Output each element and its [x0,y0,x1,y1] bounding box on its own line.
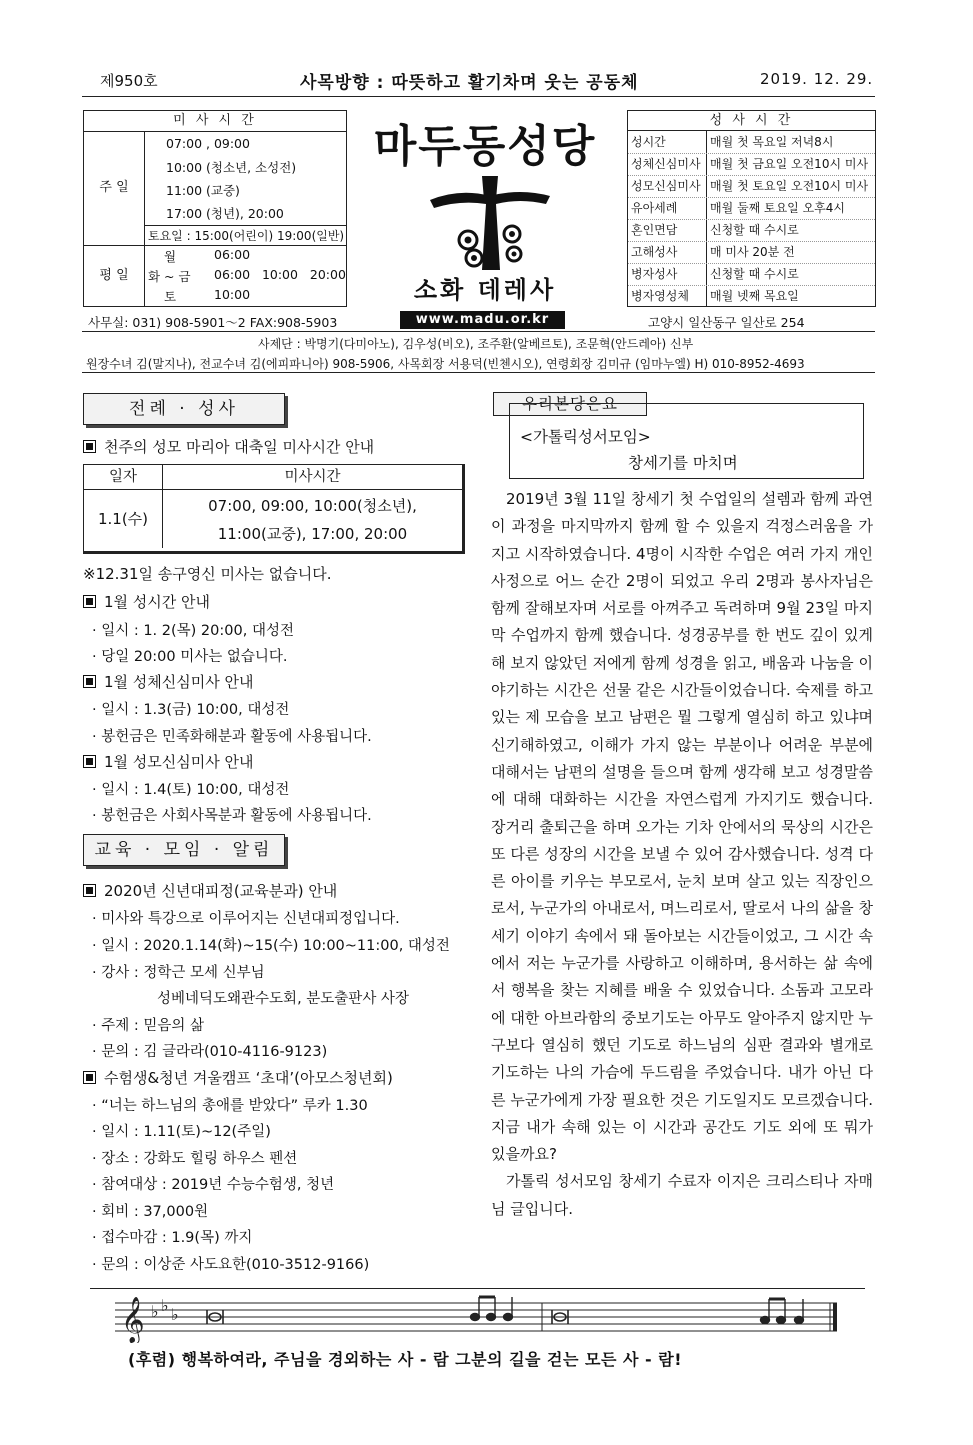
cross-rose-icon [420,170,560,280]
flat-icon: ♭ [151,1302,159,1321]
sacrament-row-divider [628,219,875,220]
treble-clef-icon: 𝄞 [121,1297,145,1343]
article-body [491,486,873,1223]
sacrament-row-divider [628,241,875,242]
sacrament-schedule: 매월 넷째 목요일 [710,289,799,303]
liturgy-item1-heading [83,436,374,457]
education-item2-heading [83,1067,393,1088]
liturgy-item2-line1: · 일시 : 1. 2(목) 20:00, 대성전 [92,623,294,639]
sacrament-row-divider [628,285,875,286]
liturgy-item1-title: 천주의 성모 마리아 대축일 미사시간 안내 [104,438,375,456]
sacraments-title: 성 사 시 간 [628,111,875,131]
music-staff [115,1293,840,1343]
liturgy-note: ※12.31일 송구영신 미사는 없습니다. [83,565,332,583]
sacrament-name: 고해성사 [631,245,678,259]
office-contact: 사무실: 031) 908-5901～2 FAX:908-5903 [88,315,338,330]
liturgy-section-title: 전례 · 성사 [83,393,285,425]
weekday-day-3: 토 [164,289,177,304]
education-item2-line2: · 일시 : 1.11(토)~12(주일) [92,1124,271,1140]
weekday-day-2: 화 ~ 금 [148,269,191,284]
mass-times-box [83,110,347,307]
sacrament-row-divider [628,263,875,264]
liturgy-item4-line2: · 봉헌금은 사회사목분과 활동에 사용됩니다. [92,808,372,824]
education-item1-line5: · 주제 : 믿음의 삶 [92,1018,204,1034]
contact-divider [82,331,875,332]
patron-saint: 소화 데레사 [413,276,557,304]
sacraments-box [627,110,876,307]
square-bullet-icon [83,1071,96,1084]
sacrament-schedule: 매 미사 20분 전 [710,245,795,259]
education-item1-line6: · 문의 : 김 글라라(010-4116-9123) [92,1044,328,1060]
table-date: 1.1(수) [84,490,163,548]
sunday-time-4: 17:00 (청년), 20:00 [166,206,284,221]
education-item1-line1: · 미사와 특강으로 이루어지는 신년대피정입니다. [92,911,400,927]
table-head-times: 미사시간 [163,465,462,490]
sacrament-name: 성시간 [631,135,666,149]
square-bullet-icon [83,440,96,453]
square-bullet-icon [83,595,96,608]
sunday-time-3: 11:00 (교중) [166,183,240,198]
liturgy-item3-line1: · 일시 : 1.3(금) 10:00, 대성전 [92,702,290,718]
sacrament-name: 혼인면담 [631,223,678,237]
sacrament-schedule: 매월 첫 토요일 오전10시 미사 [710,179,869,193]
staff-divider [82,372,875,373]
saturday-times: 토요일 : 15:00(어린이) 19:00(일반) [148,229,345,243]
priests-list: 사제단 : 박명기(다미아노), 김우성(비오), 조주환(알베르토), 조문혁(안드레아) 신부 [258,337,694,351]
square-bullet-icon [83,884,96,897]
education-item1-heading [83,880,337,901]
sunday-label: 주 일 [84,131,145,245]
sacrament-name: 성체신심미사 [631,157,701,171]
education-item2-line4: · 참여대상 : 2019년 수능수험생, 청년 [92,1177,335,1193]
sacrament-row-divider [628,197,875,198]
sacrament-row-divider [628,153,875,154]
education-item2-line5: · 회비 : 37,000원 [92,1204,209,1220]
new-year-mass-table [83,464,465,554]
education-item1-line3: · 강사 : 정학근 모세 신부님 [92,965,265,981]
weekday-day-1: 월 [164,249,177,264]
sacrament-name: 유아세례 [631,201,678,215]
education-item2-line6: · 접수마감 : 1.9(목) 까지 [92,1230,253,1246]
liturgy-item2-heading [83,591,210,612]
education-item2-title: 수험생&청년 겨울캠프 ‘초대’(아모스청년회) [104,1069,393,1087]
article-closing: 가톨릭 성서모임 창세기 수료자 이지은 크리스티나 자매님 글입니다. [491,1172,873,1218]
liturgy-item4-line1: · 일시 : 1.4(토) 10:00, 대성전 [92,782,290,798]
sacrament-schedule: 신청할 때 수시로 [710,223,799,237]
weekday-times-3: 10:00 [214,287,251,302]
liturgy-item4-heading [83,751,254,772]
issue-date: 2019. 12. 29. [760,70,874,88]
sunday-time-2: 10:00 (청소년, 소성전) [166,160,297,175]
square-bullet-icon [83,675,96,688]
header-divider [82,96,875,97]
education-item1-line4: 성베네딕도왜관수도회, 분도출판사 사장 [157,991,409,1007]
weekday-times-1: 06:00 [214,247,251,262]
table-times-line1: 07:00, 09:00, 10:00(청소년), [208,497,417,515]
sacrament-name: 성모신심미사 [631,179,701,193]
education-item2-line3: · 장소 : 강화도 힐링 하우스 펜션 [92,1151,298,1167]
sacrament-schedule: 매월 첫 금요일 오전10시 미사 [710,157,869,171]
refrain-text: (후렴) 행복하여라, 주님을 경외하는 사 - 람 그분의 길을 걷는 모든 사 - 람! [128,1350,683,1369]
issue-number: 제950호 [100,72,158,90]
article-body-text: 2019년 3월 11일 창세기 첫 수업일의 설렘과 함께 과연 이 과정을 마지막까지 함께 할 수 있을지 걱정스러움을 가지고 시작하였습니다. 4명이 시작한 수업은 여러 가지 개인 사정으로 어느 순간 2명이 되었고 우리 2명과 봉사자님은 함께 잘해보자며 서로를 아껴주고 독려하며 9월 23일 마지막 수업까지 함께 했습니다. 성경공부를 한 번도 깊이 있게 해 보지 않았던 저에게 함께 성경을 읽고, 배움과 나눔을 이야기하는 시간은 선물 같은 시간들이었습니다. 숙제를 하고 있는 제 모습을 보고 남편은 뭘 그렇게 열심히 하고 있냐며 신기해하였고, 이해가 가지 않는 부분이나 어려운 부분에 대해서는 남편의 설명을 들으며 함께 생각해 보고 성경말씀에 대해 대화하는 시간을 자연스럽게 가지기도 했습니다. 장거리 출퇴근을 하며 오가는 기차 안에서의 묵상의 시간은 또 다른 성장의 시간을 보낼 수 있어 감사했습니다. 성격 다른 아이를 키우는 부모로서, 눈치 보며 살고 있는 직장인으로서, 누군가의 아내로서, 며느리로서, 딸로서 나의 삶을 창세기 이야기 속에서 돼 돌아보는 시간들이었고, 그 시간 속에서 저는 누군가를 사랑하고 이해하며, 용서하는 삶 속에서 행복을 찾는 지혜를 배울 수 있었습니다. 소돔과 고모라에 대한 아브라함의 중보기도는 아무도 알아주지 않지만 누구보다 열심히 했던 기도로 하느님의 심판 결과와 별개로 기도하는 나의 가슴에 두드림을 주었습니다. 내가 아닌 다른 누군가에게 가장 필요한 것은 기도일지도 모르겠습니다. 지금 내가 속해 있는 이 시간과 공간도 기도 외에 또 뭐가 있을까요? [491,490,873,1164]
liturgy-item3-title: 1월 성체신심미사 안내 [104,673,254,691]
sacrament-schedule: 매월 첫 목요일 저녁8시 [710,135,834,149]
education-item1-title: 2020년 신년대피정(교육분과) 안내 [104,882,338,900]
weekday-times-2: 06:00 10:00 20:00 [214,267,346,282]
education-item2-line7: · 문의 : 이상준 사도요한(010-3512-9166) [92,1257,370,1273]
sunday-time-1: 07:00 , 09:00 [166,136,250,151]
parish-address: 고양시 일산동구 일산로 254 [648,315,805,330]
square-bullet-icon [83,755,96,768]
flat-icon: ♭ [171,1305,179,1324]
article-title-line2: 창세기를 마치며 [628,454,738,472]
education-section-title: 교육 · 모임 · 알림 [83,834,285,866]
liturgy-item2-title: 1월 성시간 안내 [104,593,211,611]
liturgy-item3-line2: · 봉헌금은 민족화해분과 활동에 사용됩니다. [92,729,372,745]
motto: 사목방향 : 따뜻하고 활기차며 웃는 공동체 [300,73,639,93]
liturgy-item3-heading [83,671,254,692]
website-link[interactable]: www.madu.or.kr [400,311,565,329]
mass-times-title: 미 사 시 간 [84,111,346,132]
liturgy-item2-line2: · 당일 20:00 미사는 없습니다. [92,649,288,665]
sacrament-name: 병자영성체 [631,289,689,303]
education-item1-line2: · 일시 : 2020.1.14(화)~15(수) 10:00~11:00, 대성전 [92,938,450,954]
staff-list: 원장수녀 김(말지나), 전교수녀 김(에피파니아) 908-5906, 사목회장 서용덕(빈첸시오), 연령회장 김미규 (임마누엘) H) 010-8952-4693 [86,357,805,371]
article-tag: 우리본당은요 [493,392,647,416]
table-times-line2: 11:00(교중), 17:00, 20:00 [217,525,408,543]
education-item2-line1: · “너는 하느님의 총애를 받았다” 루카 1.30 [92,1098,368,1114]
article-title-line1: <가톨릭성서모임> [520,428,651,446]
table-head-date: 일자 [84,465,163,490]
parish-name: 마두동성당 [373,121,597,172]
sacrament-name: 병자성사 [631,267,678,281]
sacrament-row-divider [628,175,875,176]
weekday-label: 평 일 [84,245,145,306]
article-title-box [509,403,864,479]
sacrament-schedule: 신청할 때 수시로 [710,267,799,281]
flat-icon: ♭ [161,1296,169,1315]
sacrament-schedule: 매월 둘째 토요일 오후4시 [710,201,845,215]
liturgy-item4-title: 1월 성모신심미사 안내 [104,753,254,771]
sacraments-column-divider [706,130,707,306]
refrain-top-rule [90,1288,865,1289]
